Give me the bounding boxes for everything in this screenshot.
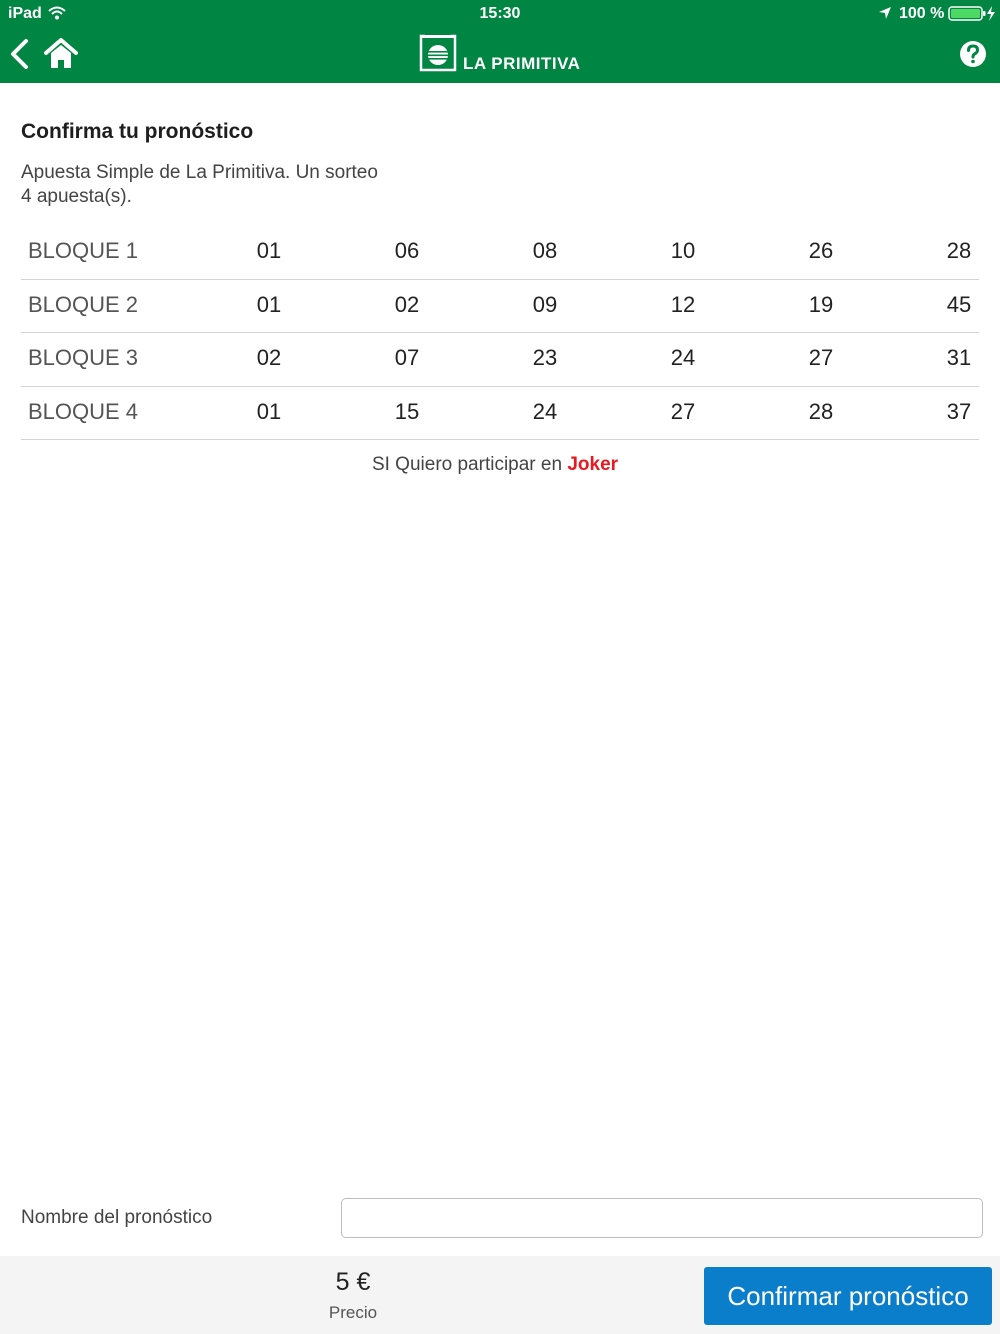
loterias-logo-icon [419,34,457,72]
joker-option[interactable] [0,454,990,476]
bet-number: 01 [256,398,282,424]
bet-label: BLOQUE 4 [28,398,139,424]
bet-number: 01 [256,238,282,263]
prediction-name-input[interactable] [341,1198,983,1238]
name-field-label: Nombre del pronóstico [21,1207,213,1228]
location-arrow-icon [878,6,892,20]
bet-number: 06 [394,238,420,263]
bet-number: 19 [808,291,834,317]
status-time: 15:30 [479,5,521,22]
bet-number: 28 [946,238,972,263]
bet-number: 26 [808,238,834,263]
bet-row [21,387,979,441]
la-primitiva-logo [419,34,589,74]
bet-row [21,333,979,387]
joker-link[interactable]: Joker [567,454,619,475]
bet-number: 07 [394,345,420,370]
bet-label: BLOQUE 3 [28,345,139,370]
bet-number: 01 [256,291,282,317]
bet-number: 15 [394,398,420,424]
bet-description [21,161,378,209]
bet-number: 45 [946,291,972,317]
bet-row [21,226,979,280]
status-device: iPad [8,5,42,22]
bet-number: 09 [532,291,558,317]
bet-number: 24 [670,345,696,370]
bet-number: 12 [670,291,696,317]
bet-label: BLOQUE 2 [28,291,139,317]
page-title: Confirma tu pronóstico [21,120,254,143]
back-button[interactable] [6,38,34,70]
bet-number: 24 [532,398,558,424]
price-label: Precio [328,1303,378,1322]
bet-number: 27 [670,398,696,424]
battery-icon [948,6,988,21]
home-button[interactable] [44,38,78,70]
bet-number: 23 [532,345,558,370]
bet-number: 10 [670,238,696,263]
home-icon [46,40,76,68]
price-value: 5 € [335,1268,371,1296]
help-icon [960,41,986,67]
bets-table [21,226,979,440]
bet-number: 27 [808,345,834,370]
status-bar [0,0,1000,28]
footer-bar [0,1256,1000,1334]
bet-row [21,280,979,334]
joker-prefix: SI Quiero participar en [371,454,568,475]
app-header [0,0,1000,83]
status-battery-percent: 100 % [899,5,945,22]
bet-number: 28 [808,398,834,424]
bet-number: 08 [532,238,558,263]
description-line-1: Apuesta Simple de La Primitiva. Un sorteo [21,162,378,183]
description-line-2: 4 apuesta(s). [21,186,132,207]
chevron-left-icon [13,41,26,67]
bet-number: 37 [946,398,972,424]
bet-label: BLOQUE 1 [28,238,139,263]
charging-bolt-icon [986,6,996,21]
bet-number: 31 [946,345,972,370]
logo-text: LA PRIMITIVA [463,54,581,73]
bet-number: 02 [394,291,420,317]
help-button[interactable] [958,39,988,69]
bet-number: 02 [256,345,282,370]
confirm-prediction-button[interactable]: Confirmar pronóstico [704,1267,992,1325]
